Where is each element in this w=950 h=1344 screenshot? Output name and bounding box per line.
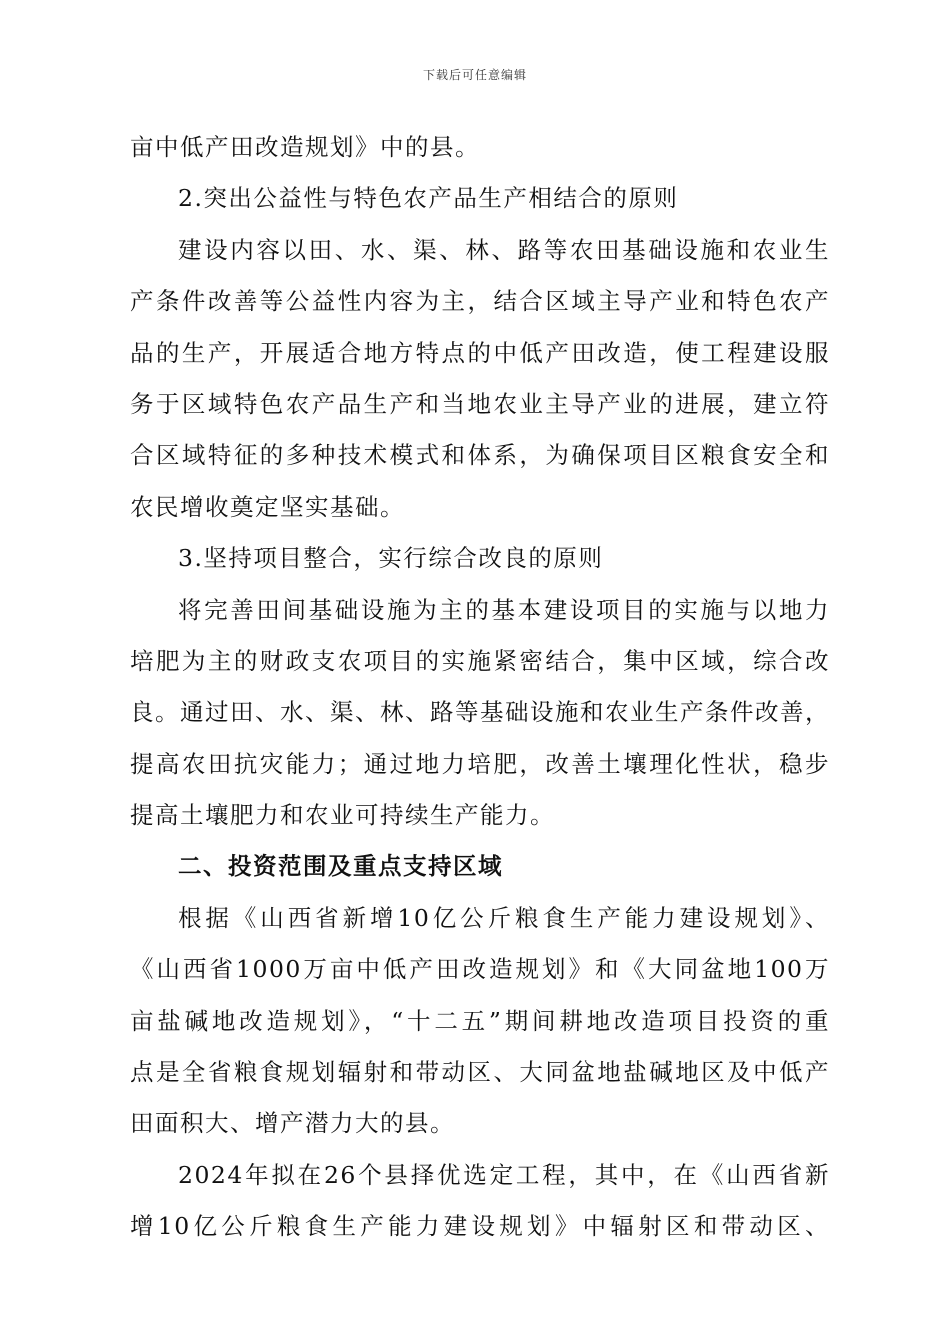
text-line: 产条件改善等公益性内容为主，结合区域主导产业和特色农产 [130,287,830,316]
text-line: 亩盐碱地改造规划》，“十二五”期间耕地改造项目投资的重 [130,1006,830,1035]
text-line: 3.坚持项目整合，实行综合改良的原则 [178,544,604,573]
page-header: 下载后可任意编辑 [422,68,527,82]
text-line: 培肥为主的财政支农项目的实施紧密结合，集中区域，综合改 [130,646,830,675]
text-line: 合区域特征的多种技术模式和体系，为确保项目区粮食安全和 [130,441,830,470]
text-line: 根据《山西省新增10亿公斤粮食生产能力建设规划》、 [178,903,830,932]
text-line: 《山西省1000万亩中低产田改造规划》和《大同盆地100万 [130,955,830,984]
section-heading: 二、投资范围及重点支持区域 [178,852,503,881]
text-line: 点是全省粮食规划辐射和带动区、大同盆地盐碱地区及中低产 [130,1058,830,1087]
text-line: 2.突出公益性与特色农产品生产相结合的原则 [178,184,679,213]
text-line: 农民增收奠定坚实基础。 [130,492,405,521]
text-line: 提高土壤肥力和农业可持续生产能力。 [130,801,555,830]
text-line: 将完善田间基础设施为主的基本建设项目的实施与以地力 [178,595,830,624]
document-body [130,122,830,1253]
text-line: 2024年拟在26个县择优选定工程，其中，在《山西省新 [178,1160,830,1189]
text-line: 建设内容以田、水、渠、林、路等农田基础设施和农业生 [178,235,830,264]
text-line: 品的生产，开展适合地方特点的中低产田改造，使工程建设服 [130,338,830,367]
text-line: 增10亿公斤粮食生产能力建设规划》中辐射区和带动区、 [130,1212,830,1241]
text-line: 亩中低产田改造规划》中的县。 [130,133,480,161]
text-line: 田面积大、增产潜力大的县。 [130,1109,455,1138]
text-line: 提高农田抗灾能力；通过地力培肥，改善土壤理化性状，稳步 [130,749,830,778]
text-line: 务于区域特色农产品生产和当地农业主导产业的进展，建立符 [130,389,830,418]
text-line: 良。通过田、水、渠、林、路等基础设施和农业生产条件改善， [130,698,830,727]
